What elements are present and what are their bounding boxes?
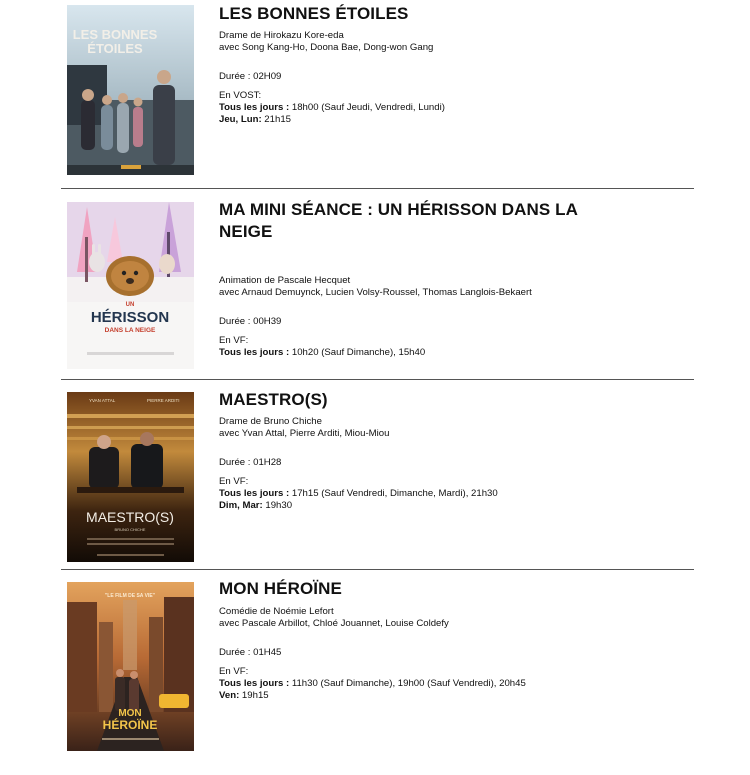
separator-line xyxy=(61,569,694,570)
film-cast: avec Song Kang-Ho, Doona Bae, Dong-won Gang xyxy=(219,42,434,53)
schedule-line xyxy=(219,678,639,690)
film-cast: avec Arnaud Demuynck, Lucien Volsy-Roussel, Thomas Langlois-Bekaert xyxy=(219,287,532,298)
film-title: MON HÉROÏNE xyxy=(219,579,342,598)
schedule-days: Jeu, Lun: xyxy=(219,114,262,125)
poster-actor1: YVAN ATTAL xyxy=(89,398,116,403)
schedule-line xyxy=(219,500,639,512)
film-duration: Durée : 01H45 xyxy=(219,647,282,658)
schedule-days: Tous les jours : xyxy=(219,678,290,689)
film-info xyxy=(219,389,639,512)
film-duration: Durée : 00H39 xyxy=(219,316,282,327)
schedule-line xyxy=(219,690,639,702)
schedule-line xyxy=(219,114,639,126)
poster-title-big: HÉRISSON xyxy=(90,309,170,326)
poster-title-sub: DANS LA NEIGE xyxy=(104,327,156,334)
movie-poster[interactable] xyxy=(67,392,194,562)
film-info xyxy=(219,199,639,359)
film-title: LES BONNES ÉTOILES xyxy=(219,4,409,23)
schedule-line xyxy=(219,347,639,359)
poster-title-line1: MON xyxy=(118,708,142,719)
schedule-times: 18h00 (Sauf Jeudi, Vendredi, Lundi) xyxy=(289,102,445,113)
poster-tagline: "LE FILM DE SA VIE" xyxy=(104,593,156,599)
film-genre: Animation de Pascale Hecquet xyxy=(219,275,351,286)
film-title-line2: NEIGE xyxy=(219,222,273,241)
poster-title: MAESTRO(S) xyxy=(86,509,174,525)
poster-title-line2: HÉROÏNE xyxy=(102,718,158,732)
separator-line xyxy=(61,379,694,380)
film-version: En VF: xyxy=(219,335,249,346)
poster-title-line1: LES BONNES xyxy=(72,27,158,42)
schedule-times: 10h20 (Sauf Dimanche), 15h40 xyxy=(289,347,426,358)
film-cast: avec Yvan Attal, Pierre Arditi, Miou-Miou xyxy=(219,428,390,439)
poster-title-line2: ÉTOILES xyxy=(87,41,143,56)
poster-director: BRUNO CHICHE xyxy=(114,527,146,532)
film-duration: Durée : 02H09 xyxy=(219,71,282,82)
schedule-days: Dim, Mar: xyxy=(219,500,263,511)
schedule-times: 19h15 xyxy=(239,690,269,701)
schedule-days: Tous les jours : xyxy=(219,488,290,499)
film-genre: Comédie de Noémie Lefort xyxy=(219,606,334,617)
film-genre: Drame de Hirokazu Kore-eda xyxy=(219,30,344,41)
film-version: En VF: xyxy=(219,666,249,677)
poster-actor2: PIERRE ARDITI xyxy=(147,398,180,403)
film-genre: Drame de Bruno Chiche xyxy=(219,416,322,427)
movie-poster[interactable] xyxy=(67,202,194,369)
schedule-times: 19h30 xyxy=(262,500,293,511)
film-version: En VF: xyxy=(219,476,249,487)
film-cast: avec Pascale Arbillot, Chloé Jouannet, Louise Coldefy xyxy=(219,618,449,629)
film-title: MAESTRO(S) xyxy=(219,390,328,409)
separator-line xyxy=(61,188,694,189)
schedule-times: 21h15 xyxy=(261,114,291,125)
schedule-times: 11h30 (Sauf Dimanche), 19h00 (Sauf Vendredi), 20h45 xyxy=(289,678,526,689)
schedule-line xyxy=(219,102,639,114)
movie-poster[interactable] xyxy=(67,582,194,751)
movie-poster[interactable] xyxy=(67,5,194,175)
film-version: En VOST: xyxy=(219,90,262,101)
film-title-line1: MA MINI SÉANCE : UN HÉRISSON DANS LA xyxy=(219,200,579,219)
poster-title-small: UN xyxy=(125,302,135,308)
schedule-days: Tous les jours : xyxy=(219,347,290,358)
schedule-line xyxy=(219,488,639,500)
schedule-days: Ven: xyxy=(219,690,240,701)
schedule-times: 17h15 (Sauf Vendredi, Dimanche, Mardi), 21h30 xyxy=(289,488,498,499)
film-info xyxy=(219,3,639,126)
schedule-days: Tous les jours : xyxy=(219,102,290,113)
film-info xyxy=(219,578,639,702)
film-duration: Durée : 01H28 xyxy=(219,457,282,468)
